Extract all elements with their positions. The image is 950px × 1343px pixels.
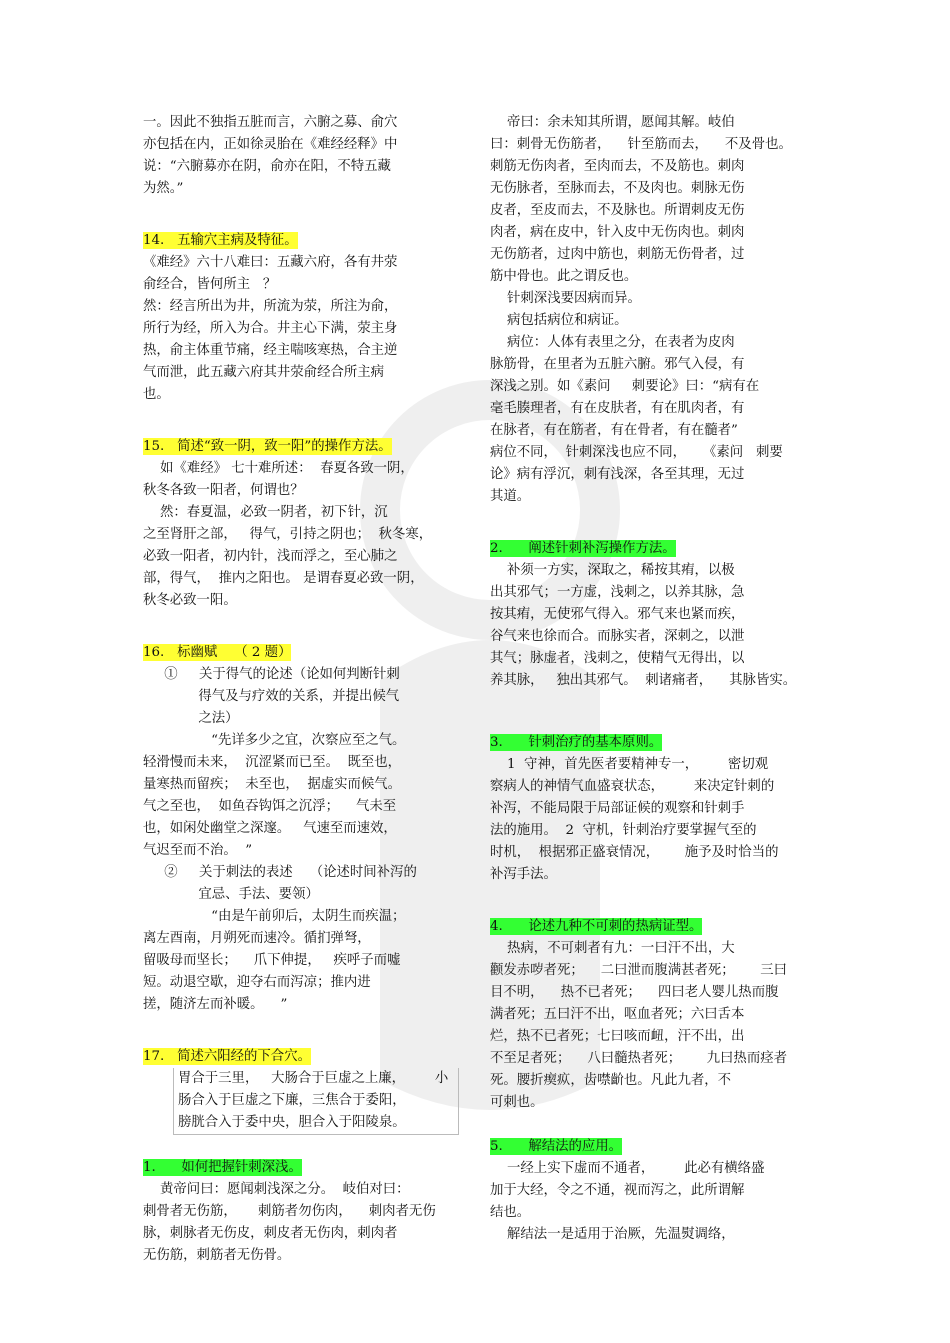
intro-paragraph: 一。因此不独指五脏而言，六腑之募、俞穴 亦包括在内，正如徐灵胎在《难经经释》中 说：“六腑募亦在阴，俞亦在阳，不特五藏 为然。” <box>143 115 398 196</box>
left-column <box>143 112 461 1267</box>
paragraph-4: 热病，不可刺者有九：一曰汗不出，大 颧发赤哕者死； 二曰泄而腹满甚者死； 三曰 目不明， 热不已者死； 四曰老人婴儿热而腹 满者死；五曰汗不出，呕血者死；六曰舌本 烂，热不已者死；七曰咳而衄，汗不出，出 不至足者死； 八曰髓热者死； 九曰热而痉者 死。腰折瘈疭，齿噤齘也。凡此九者，不 可刺也。 <box>490 941 787 1110</box>
paragraph-17: 胃合于三里， 大肠合于巨虚之上廉， 小 肠合入于巨虚之下廉，三焦合于委阳， 膀胱合入于委中央，胆合入于阳陵泉。 <box>178 1071 449 1130</box>
paragraph-2: 补须一方实，深取之，稀按其痏，以极 出其邪气；一方虚，浅刺之，以养其脉，急 按其痏，无使邪气得入。邪气来也紧而疾， 谷气来也徐而合。而脉实者，深刺之，以泄 其气；脉虚者，浅刺之，使精气无得出，以 养其脉， 独出其邪气。 刺诸痛者， 其脉皆实。 <box>490 563 797 688</box>
paragraph-15: 如《难经》 七十难所述： 春夏各致一阴， 秋冬各致一阳者，何谓也？ 然：春夏温，必致一阴者，初下针，沉 之至肾肝之部， 得气，引持之阴也； 秋冬寒， 必致一阳者，初内针，浅而浮之，至心肺之 部，得气， 推内之阳也。 是谓春夏必致一阴， 秋冬必致一阳。 <box>143 461 433 608</box>
paragraph-5: 一经上实下虚而不通者， 此必有横络盛 加于大经，令之不通，视而泻之，此所谓解 结也。 解结法一是适用于治厥，先温熨调络， <box>490 1161 765 1242</box>
heading-17: 17. 简述六阳经的下合穴。 <box>143 1049 311 1064</box>
paragraph-14: 《难经》六十八难曰：五藏六府，各有井荥 俞经合，皆何所主 ？ 然：经言所出为井，所流为荥，所注为俞， 所行为经，所入为合。井主心下满，荥主身 热，俞主体重节痛，经主喘咳寒热，合主逆 气而泄，此五藏六府其井荥俞经合所主病 也。 <box>143 255 398 402</box>
heading-16: 16. 标幽赋 （ 2 题） <box>143 645 292 660</box>
heading-1: 1. 如何把握针刺深浅。 <box>143 1160 302 1175</box>
heading-5: 5. 解结法的应用。 <box>490 1139 623 1154</box>
paragraph-3: 1 守神，首先医者要精神专一， 密切观 察病人的神情气血盛衰状态， 来决定针刺的 补泻，不能局限于局部证候的观察和针刺手 法的施用。 2 守机，针刺治疗要掌握气至的 时机， 根据邪正盛衰情况， 施予及时恰当的 补泻手法。 <box>490 757 779 882</box>
heading-14: 14. 五输穴主病及特征。 <box>143 233 298 248</box>
lower-he-points-box <box>173 1068 459 1135</box>
right-column <box>490 112 808 1246</box>
paragraph-16b: ② 关于刺法的表述 （论述时间补泻的 宜忌、手法、要领） “由是午前卯后，太阴生而疾温； 离左酉南，月朔死而速冷。循扪弹弩， 留吸母而坚长； 爪下伸提， 疾呼子而嘘 短。动退空歇，迎夺右而泻凉；推内进 搓，随济左而补暖。 ” <box>143 865 417 1012</box>
paragraph-r0: 帝曰：余未知其所谓，愿闻其解。岐伯 曰：刺骨无伤筋者， 针至筋而去， 不及骨也。 刺筋无伤肉者，至肉而去，不及筋也。刺肉 无伤脉者，至脉而去，不及肉也。刺脉无伤 皮者，至皮而去，不及脉也。所谓刺皮无伤 肉者，病在皮中，针入皮中无伤肉也。刺肉 无伤筋者，过肉中筋也，刺筋无伤骨者，过 筋中骨也。此之谓反也。 针刺深浅要因病而异。 病包括病位和病证。 病位：人体有表里之分，在表者为皮肉 脉筋骨，在里者为五脏六腑。邪气入侵，有 深浅之别。如《素问 刺要论》曰：“病有在 毫毛腠理者，有在皮肤者，有在肌肉者，有 在脉者，有在筋者，有在骨者，有在髓者” 病位不同， 针刺深浅也应不同， 《素问 刺要 论》病有浮沉，刺有浅深，各至其理，无过 其道。 <box>490 115 792 504</box>
heading-4: 4. 论述九种不可刺的热病证型。 <box>490 919 703 934</box>
paragraph-1: 黄帝问曰：愿闻刺浅深之分。 岐伯对曰： 刺骨者无伤筋， 刺筋者勿伤肉， 刺肉者无伤 脉，刺脉者无伤皮，刺皮者无伤肉，刺肉者 无伤筋，刺筋者无伤骨。 <box>143 1182 436 1263</box>
heading-3: 3. 针刺治疗的基本原则。 <box>490 735 663 750</box>
heading-2: 2. 阐述针刺补泻操作方法。 <box>490 541 676 556</box>
heading-15: 15. 简述“致一阴，致一阳”的操作方法。 <box>143 439 392 454</box>
paragraph-16a: ① 关于得气的论述（论如何判断针刺 得气及与疗效的关系，并提出候气 之法） “先详多少之宜，次察应至之气。 轻滑慢而未来， 沉涩紧而已至。 既至也， 量寒热而留疾； 未至也， 据虚实而候气。 气之至也， 如鱼吞钩饵之沉浮； 气未至 也，如闲处幽堂之深邃。 气速至而速效， 气迟至而不治。 ” <box>143 667 406 858</box>
